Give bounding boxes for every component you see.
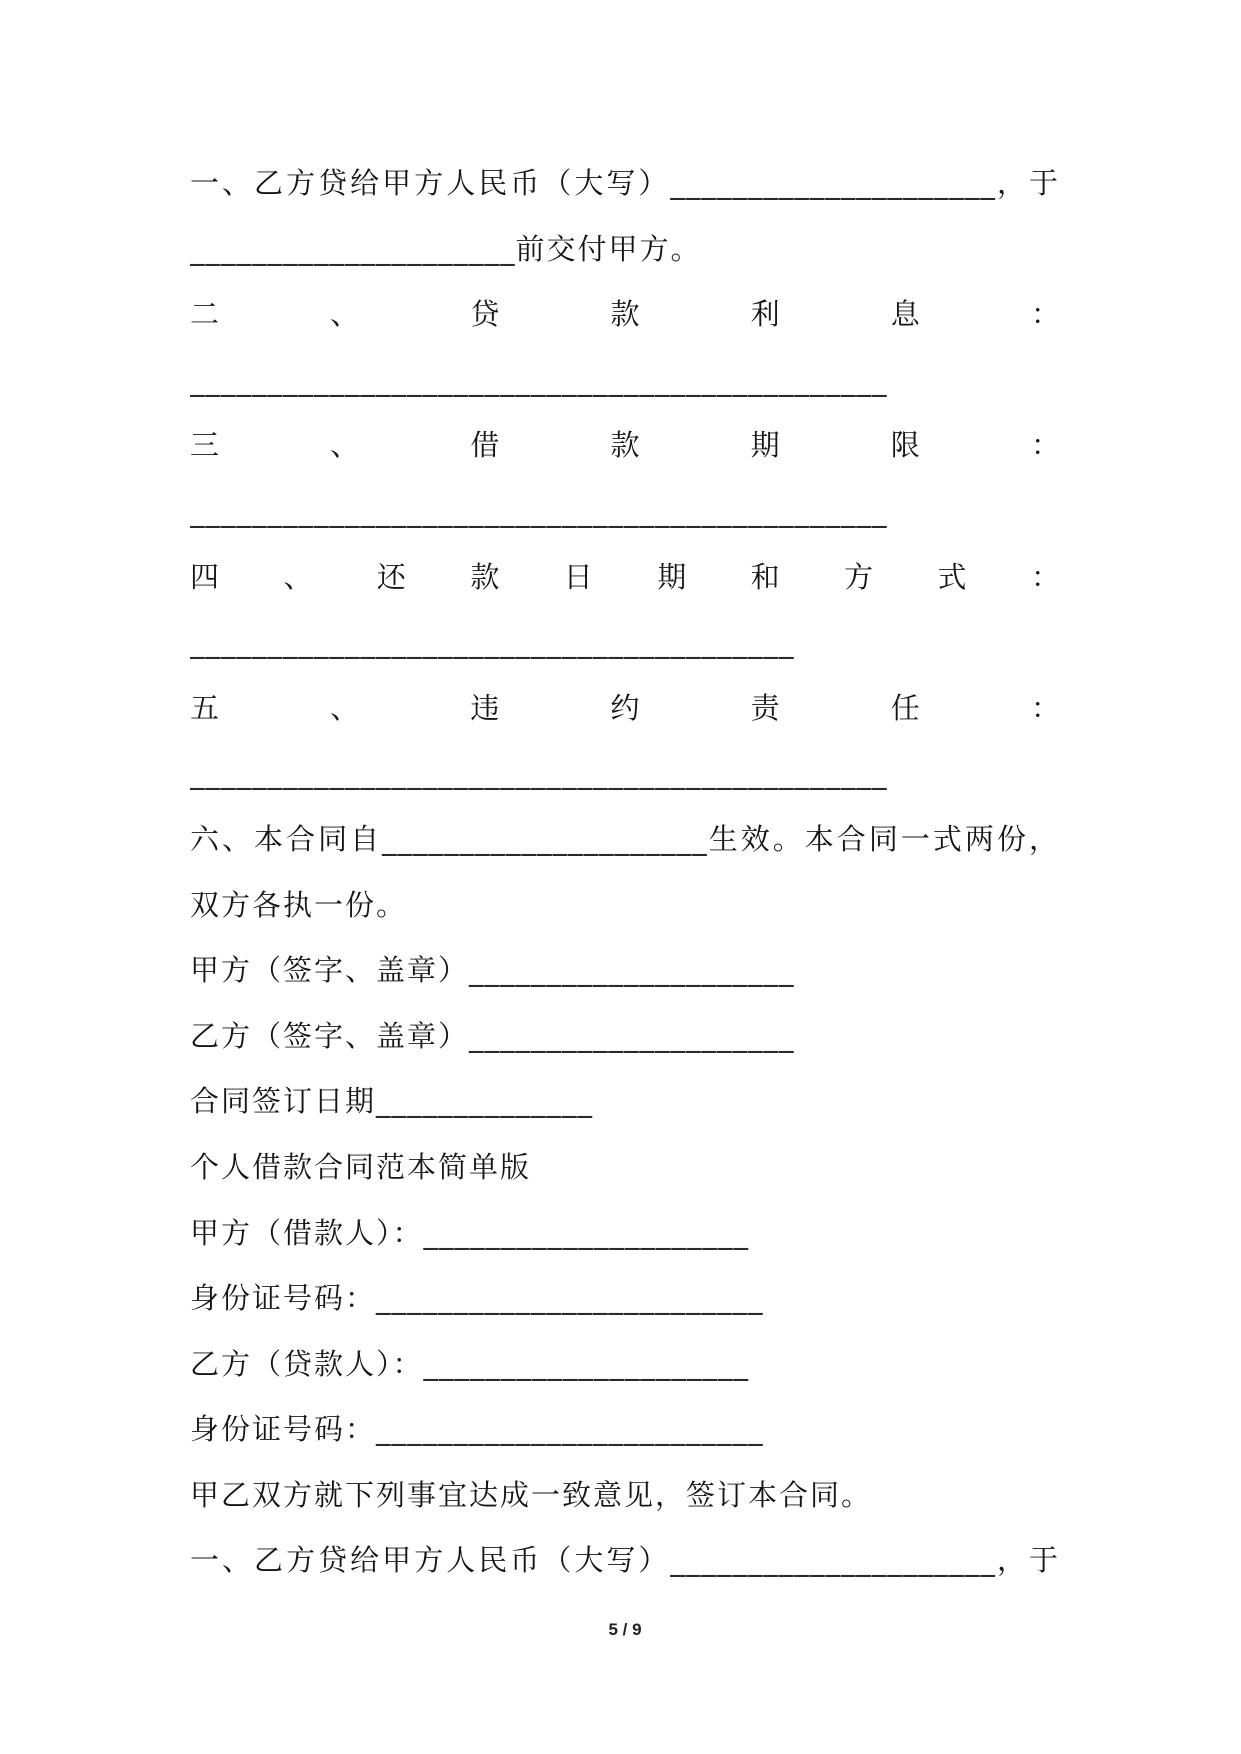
signing-date: [190, 1069, 1060, 1135]
party-b-lender: [190, 1332, 1060, 1398]
document-body: [190, 151, 1060, 1594]
effective-date-blank: _____________________: [382, 821, 708, 856]
spread-char: 约: [610, 690, 640, 725]
spread-char: 期: [750, 428, 780, 463]
loan-amount-blank: _____________________: [670, 166, 996, 200]
spread-char: 式: [937, 559, 967, 594]
spread-char: ：: [1030, 690, 1060, 725]
section-title: [190, 1135, 1060, 1201]
spread-char: 任: [890, 690, 920, 725]
spread-char: 、: [330, 428, 360, 463]
spread-char: 四: [190, 559, 220, 594]
page-number: 5 / 9: [608, 1620, 642, 1639]
clause-6-lead: 六、本合同自: [190, 821, 383, 856]
clause-1-tail: 前交付甲方。: [515, 231, 702, 266]
spread-char: 款: [470, 559, 500, 594]
clause-6-tail: 生效。本合同一式两份，: [707, 821, 1060, 856]
party-a-id-blank: _________________________: [376, 1281, 764, 1316]
spread-char: 借: [470, 428, 500, 463]
signature-party-b-blank: _____________________: [469, 1018, 795, 1053]
simple-clause-1-connector: ，于: [995, 1543, 1060, 1578]
clause-6-continuation-text: 双方各执一份。: [190, 887, 408, 922]
clause-6-line: [190, 807, 1060, 873]
party-b-lender-blank: _____________________: [423, 1346, 750, 1381]
breach-liability-blank: _____________________________________________: [190, 756, 888, 791]
party-a-borrower-blank: _____________________: [423, 1215, 750, 1250]
signature-party-a: [190, 938, 1060, 1004]
spread-char: 款: [610, 297, 640, 332]
clause-5-heading: [190, 676, 1060, 742]
spread-char: 二: [190, 297, 220, 332]
signing-date-label: 合同签订日期: [190, 1084, 377, 1119]
spread-char: 息: [890, 297, 920, 332]
signing-date-blank: ______________: [376, 1084, 594, 1119]
clause-6-continuation: [190, 873, 1060, 939]
spread-char: 款: [610, 428, 640, 463]
clause-1-connector: ，于: [995, 166, 1060, 200]
spread-char: 责: [750, 690, 780, 725]
spread-char: 、: [330, 297, 360, 332]
spread-char: ：: [1030, 428, 1060, 463]
party-b-id-blank: _________________________: [376, 1412, 764, 1447]
signature-party-a-label: 甲方（签字、盖章）: [190, 953, 470, 988]
spread-char: ：: [1030, 297, 1060, 332]
clause-4-heading: [190, 545, 1060, 611]
spread-char: 三: [190, 428, 220, 463]
section-title-text: 个人借款合同范本简单版: [190, 1149, 532, 1184]
signature-party-a-blank: _____________________: [469, 953, 795, 988]
party-b-id-label: 身份证号码：: [190, 1412, 377, 1447]
party-a-id-number: [190, 1266, 1060, 1332]
party-a-id-label: 身份证号码：: [190, 1281, 377, 1316]
clause-4-blank-line: [190, 610, 1060, 676]
spread-char: 还: [376, 559, 406, 594]
clause-3-blank-line: [190, 479, 1060, 545]
preamble-text: 甲乙双方就下列事宜达成一致意见，签订本合同。: [190, 1477, 873, 1512]
clause-1-continuation: [190, 217, 1060, 283]
simple-clause-1-line: [190, 1528, 1060, 1594]
clause-2-blank-line: [190, 348, 1060, 414]
clause-5-blank-line: [190, 741, 1060, 807]
repayment-blank: _______________________________________: [190, 625, 795, 660]
spread-char: 日: [563, 559, 593, 594]
party-a-borrower-label: 甲方（借款人）：: [190, 1215, 424, 1250]
clause-3-heading: [190, 413, 1060, 479]
party-b-lender-label: 乙方（贷款人）：: [190, 1346, 424, 1381]
preamble: [190, 1463, 1060, 1529]
party-a-borrower: [190, 1201, 1060, 1267]
spread-char: 利: [750, 297, 780, 332]
spread-char: 、: [283, 559, 313, 594]
spread-char: 和: [750, 559, 780, 594]
simple-loan-amount-blank: _____________________: [670, 1543, 996, 1578]
party-b-id-number: [190, 1397, 1060, 1463]
clause-2-heading: [190, 282, 1060, 348]
signature-party-b-label: 乙方（签字、盖章）: [190, 1018, 470, 1053]
spread-char: 违: [470, 690, 500, 725]
spread-char: 方: [844, 559, 874, 594]
delivery-date-blank: _____________________: [190, 231, 516, 266]
spread-char: 期: [657, 559, 687, 594]
spread-char: ：: [1030, 559, 1060, 594]
spread-char: 五: [190, 690, 220, 725]
clause-1-line: [190, 151, 1060, 217]
loan-term-blank: _____________________________________________: [190, 493, 888, 528]
signature-party-b: [190, 1004, 1060, 1070]
spread-char: 限: [890, 428, 920, 463]
interest-blank: _____________________________________________: [190, 362, 888, 397]
simple-clause-1-label: 一、乙方贷给甲方人民币（大写）: [190, 1543, 671, 1578]
spread-char: 贷: [470, 297, 500, 332]
clause-1-label: 一、乙方贷给甲方人民币（大写）: [190, 166, 671, 200]
spread-char: 、: [330, 690, 360, 725]
